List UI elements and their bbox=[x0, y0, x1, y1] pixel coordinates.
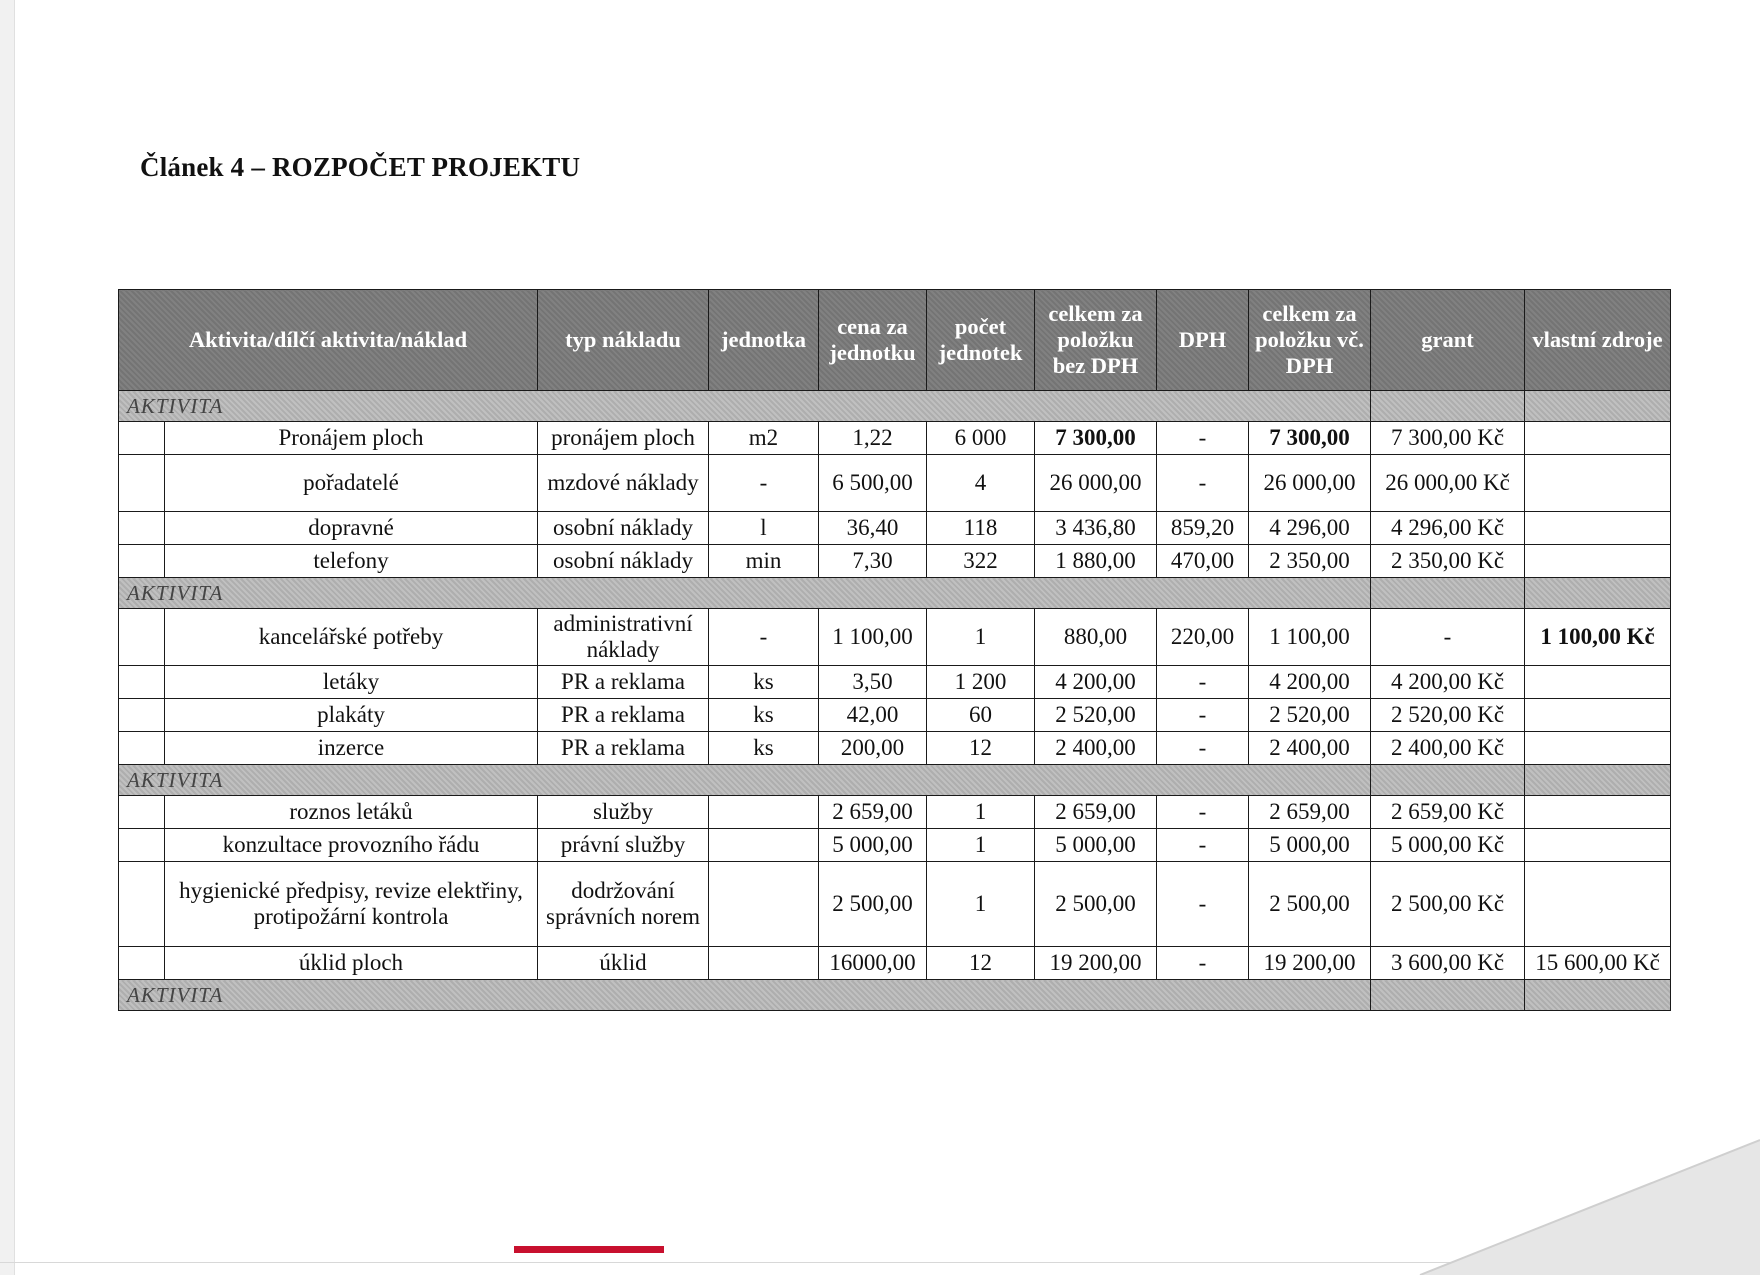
item-grant: 2 520,00 Kč bbox=[1371, 699, 1525, 732]
table-row bbox=[119, 862, 1671, 947]
item-cost-type: administrativní náklady bbox=[538, 609, 709, 666]
item-own-sources: 1 100,00 Kč bbox=[1525, 609, 1671, 666]
item-count: 1 200 bbox=[927, 666, 1035, 699]
item-vat: - bbox=[1157, 829, 1249, 862]
item-name: roznos letáků bbox=[165, 796, 538, 829]
item-unit: l bbox=[709, 512, 819, 545]
item-total-ex-vat: 1 880,00 bbox=[1035, 545, 1157, 578]
item-name: plakáty bbox=[165, 699, 538, 732]
section-row-activity bbox=[119, 765, 1671, 796]
item-total-ex-vat: 880,00 bbox=[1035, 609, 1157, 666]
item-count: 1 bbox=[927, 862, 1035, 947]
item-total-incl-vat: 7 300,00 bbox=[1249, 422, 1371, 455]
table-row bbox=[119, 512, 1671, 545]
section-label: AKTIVITA bbox=[119, 980, 1371, 1011]
item-unit: - bbox=[709, 609, 819, 666]
item-name: letáky bbox=[165, 666, 538, 699]
header-total-incl-vat: celkem za položku vč. DPH bbox=[1249, 290, 1371, 391]
header-vat: DPH bbox=[1157, 290, 1249, 391]
item-total-incl-vat: 2 520,00 bbox=[1249, 699, 1371, 732]
item-unit: - bbox=[709, 455, 819, 512]
item-cost-type: služby bbox=[538, 796, 709, 829]
row-index-cell bbox=[119, 422, 165, 455]
section-own-cell bbox=[1525, 391, 1671, 422]
header-unit: jednotka bbox=[709, 290, 819, 391]
item-vat: - bbox=[1157, 862, 1249, 947]
item-total-incl-vat: 5 000,00 bbox=[1249, 829, 1371, 862]
table-row bbox=[119, 545, 1671, 578]
item-own-sources: 15 600,00 Kč bbox=[1525, 947, 1671, 980]
item-total-ex-vat: 19 200,00 bbox=[1035, 947, 1157, 980]
item-unit-price: 1 100,00 bbox=[819, 609, 927, 666]
item-unit: ks bbox=[709, 699, 819, 732]
item-unit-price: 2 659,00 bbox=[819, 796, 927, 829]
row-index-cell bbox=[119, 732, 165, 765]
section-label: AKTIVITA bbox=[119, 765, 1371, 796]
row-index-cell bbox=[119, 947, 165, 980]
item-unit-price: 2 500,00 bbox=[819, 862, 927, 947]
item-count: 1 bbox=[927, 829, 1035, 862]
header-cost-type: typ nákladu bbox=[538, 290, 709, 391]
item-total-ex-vat: 2 659,00 bbox=[1035, 796, 1157, 829]
section-label: AKTIVITA bbox=[119, 391, 1371, 422]
item-total-ex-vat: 4 200,00 bbox=[1035, 666, 1157, 699]
page-title: Článek 4 – ROZPOČET PROJEKTU bbox=[140, 152, 581, 182]
section-row-activity bbox=[119, 391, 1671, 422]
row-index-cell bbox=[119, 666, 165, 699]
item-cost-type: právní služby bbox=[538, 829, 709, 862]
table-row bbox=[119, 455, 1671, 512]
item-total-ex-vat: 5 000,00 bbox=[1035, 829, 1157, 862]
header-unit-count: počet jednotek bbox=[927, 290, 1035, 391]
page-fold-corner bbox=[1340, 1045, 1760, 1275]
item-name: úklid ploch bbox=[165, 947, 538, 980]
item-unit-price: 7,30 bbox=[819, 545, 927, 578]
item-total-ex-vat: 26 000,00 bbox=[1035, 455, 1157, 512]
item-unit-price: 5 000,00 bbox=[819, 829, 927, 862]
item-own-sources bbox=[1525, 666, 1671, 699]
item-grant: - bbox=[1371, 609, 1525, 666]
item-count: 12 bbox=[927, 947, 1035, 980]
item-total-incl-vat: 4 200,00 bbox=[1249, 666, 1371, 699]
item-grant: 3 600,00 Kč bbox=[1371, 947, 1525, 980]
section-label: AKTIVITA bbox=[119, 578, 1371, 609]
red-edge-mark bbox=[514, 1246, 664, 1253]
item-unit bbox=[709, 829, 819, 862]
table-row bbox=[119, 609, 1671, 666]
row-index-cell bbox=[119, 512, 165, 545]
item-grant: 2 659,00 Kč bbox=[1371, 796, 1525, 829]
header-unit-price: cena za jednotku bbox=[819, 290, 927, 391]
row-index-cell bbox=[119, 699, 165, 732]
item-unit: min bbox=[709, 545, 819, 578]
item-total-ex-vat: 3 436,80 bbox=[1035, 512, 1157, 545]
item-own-sources bbox=[1525, 796, 1671, 829]
item-unit-price: 1,22 bbox=[819, 422, 927, 455]
item-vat: - bbox=[1157, 947, 1249, 980]
item-own-sources bbox=[1525, 699, 1671, 732]
section-grant-cell bbox=[1371, 391, 1525, 422]
item-total-ex-vat: 7 300,00 bbox=[1035, 422, 1157, 455]
item-grant: 4 200,00 Kč bbox=[1371, 666, 1525, 699]
item-grant: 4 296,00 Kč bbox=[1371, 512, 1525, 545]
item-cost-type: osobní náklady bbox=[538, 545, 709, 578]
item-own-sources bbox=[1525, 512, 1671, 545]
item-vat: - bbox=[1157, 666, 1249, 699]
budget-table bbox=[118, 289, 1671, 1011]
item-name: inzerce bbox=[165, 732, 538, 765]
item-grant: 2 350,00 Kč bbox=[1371, 545, 1525, 578]
item-count: 12 bbox=[927, 732, 1035, 765]
item-grant: 2 400,00 Kč bbox=[1371, 732, 1525, 765]
item-unit bbox=[709, 947, 819, 980]
table-row bbox=[119, 699, 1671, 732]
section-own-cell bbox=[1525, 578, 1671, 609]
section-own-cell bbox=[1525, 765, 1671, 796]
item-cost-type: PR a reklama bbox=[538, 666, 709, 699]
header-total-ex-vat: celkem za položku bez DPH bbox=[1035, 290, 1157, 391]
item-own-sources bbox=[1525, 829, 1671, 862]
item-own-sources bbox=[1525, 455, 1671, 512]
row-index-cell bbox=[119, 455, 165, 512]
item-own-sources bbox=[1525, 732, 1671, 765]
header-activity: Aktivita/dílčí aktivita/náklad bbox=[119, 290, 538, 391]
item-unit: ks bbox=[709, 666, 819, 699]
table-row bbox=[119, 796, 1671, 829]
item-cost-type: úklid bbox=[538, 947, 709, 980]
item-name: konzultace provozního řádu bbox=[165, 829, 538, 862]
item-own-sources bbox=[1525, 862, 1671, 947]
section-own-cell bbox=[1525, 980, 1671, 1011]
item-own-sources bbox=[1525, 545, 1671, 578]
row-index-cell bbox=[119, 545, 165, 578]
item-total-incl-vat: 2 350,00 bbox=[1249, 545, 1371, 578]
item-unit bbox=[709, 862, 819, 947]
item-name: telefony bbox=[165, 545, 538, 578]
item-name: Pronájem ploch bbox=[165, 422, 538, 455]
item-grant: 2 500,00 Kč bbox=[1371, 862, 1525, 947]
item-name: kancelářské potřeby bbox=[165, 609, 538, 666]
item-cost-type: dodržování správních norem bbox=[538, 862, 709, 947]
item-name: pořadatelé bbox=[165, 455, 538, 512]
item-count: 6 000 bbox=[927, 422, 1035, 455]
item-total-incl-vat: 1 100,00 bbox=[1249, 609, 1371, 666]
item-vat: 859,20 bbox=[1157, 512, 1249, 545]
item-total-incl-vat: 19 200,00 bbox=[1249, 947, 1371, 980]
item-unit: m2 bbox=[709, 422, 819, 455]
item-unit-price: 36,40 bbox=[819, 512, 927, 545]
item-total-incl-vat: 2 659,00 bbox=[1249, 796, 1371, 829]
item-cost-type: PR a reklama bbox=[538, 732, 709, 765]
item-own-sources bbox=[1525, 422, 1671, 455]
header-own-sources: vlastní zdroje bbox=[1525, 290, 1671, 391]
item-count: 1 bbox=[927, 609, 1035, 666]
item-unit-price: 200,00 bbox=[819, 732, 927, 765]
item-vat: - bbox=[1157, 699, 1249, 732]
item-unit bbox=[709, 796, 819, 829]
table-row bbox=[119, 947, 1671, 980]
item-total-ex-vat: 2 400,00 bbox=[1035, 732, 1157, 765]
item-total-ex-vat: 2 500,00 bbox=[1035, 862, 1157, 947]
section-grant-cell bbox=[1371, 578, 1525, 609]
item-total-ex-vat: 2 520,00 bbox=[1035, 699, 1157, 732]
table-row bbox=[119, 829, 1671, 862]
item-count: 1 bbox=[927, 796, 1035, 829]
table-header-row bbox=[119, 290, 1671, 391]
item-grant: 5 000,00 Kč bbox=[1371, 829, 1525, 862]
item-vat: - bbox=[1157, 422, 1249, 455]
row-index-cell bbox=[119, 829, 165, 862]
item-name: hygienické předpisy, revize elektřiny, protipožární kontrola bbox=[165, 862, 538, 947]
item-unit: ks bbox=[709, 732, 819, 765]
row-index-cell bbox=[119, 796, 165, 829]
item-cost-type: PR a reklama bbox=[538, 699, 709, 732]
item-total-incl-vat: 26 000,00 bbox=[1249, 455, 1371, 512]
item-unit-price: 16000,00 bbox=[819, 947, 927, 980]
item-count: 60 bbox=[927, 699, 1035, 732]
item-vat: - bbox=[1157, 455, 1249, 512]
item-count: 118 bbox=[927, 512, 1035, 545]
row-index-cell bbox=[119, 862, 165, 947]
page-edge bbox=[0, 0, 15, 1275]
section-row-activity bbox=[119, 578, 1671, 609]
item-unit-price: 42,00 bbox=[819, 699, 927, 732]
item-cost-type: pronájem ploch bbox=[538, 422, 709, 455]
table-row bbox=[119, 732, 1671, 765]
item-count: 322 bbox=[927, 545, 1035, 578]
item-unit-price: 3,50 bbox=[819, 666, 927, 699]
item-vat: 220,00 bbox=[1157, 609, 1249, 666]
section-grant-cell bbox=[1371, 980, 1525, 1011]
item-total-incl-vat: 2 400,00 bbox=[1249, 732, 1371, 765]
item-cost-type: mzdové náklady bbox=[538, 455, 709, 512]
table-row bbox=[119, 422, 1671, 455]
item-grant: 26 000,00 Kč bbox=[1371, 455, 1525, 512]
section-grant-cell bbox=[1371, 765, 1525, 796]
item-vat: 470,00 bbox=[1157, 545, 1249, 578]
row-index-cell bbox=[119, 609, 165, 666]
item-vat: - bbox=[1157, 796, 1249, 829]
item-grant: 7 300,00 Kč bbox=[1371, 422, 1525, 455]
budget-table-body bbox=[119, 391, 1671, 980]
item-total-incl-vat: 4 296,00 bbox=[1249, 512, 1371, 545]
header-grant: grant bbox=[1371, 290, 1525, 391]
item-total-incl-vat: 2 500,00 bbox=[1249, 862, 1371, 947]
item-name: dopravné bbox=[165, 512, 538, 545]
item-cost-type: osobní náklady bbox=[538, 512, 709, 545]
section-row-activity bbox=[119, 980, 1671, 1011]
table-row bbox=[119, 666, 1671, 699]
item-count: 4 bbox=[927, 455, 1035, 512]
item-unit-price: 6 500,00 bbox=[819, 455, 927, 512]
item-vat: - bbox=[1157, 732, 1249, 765]
